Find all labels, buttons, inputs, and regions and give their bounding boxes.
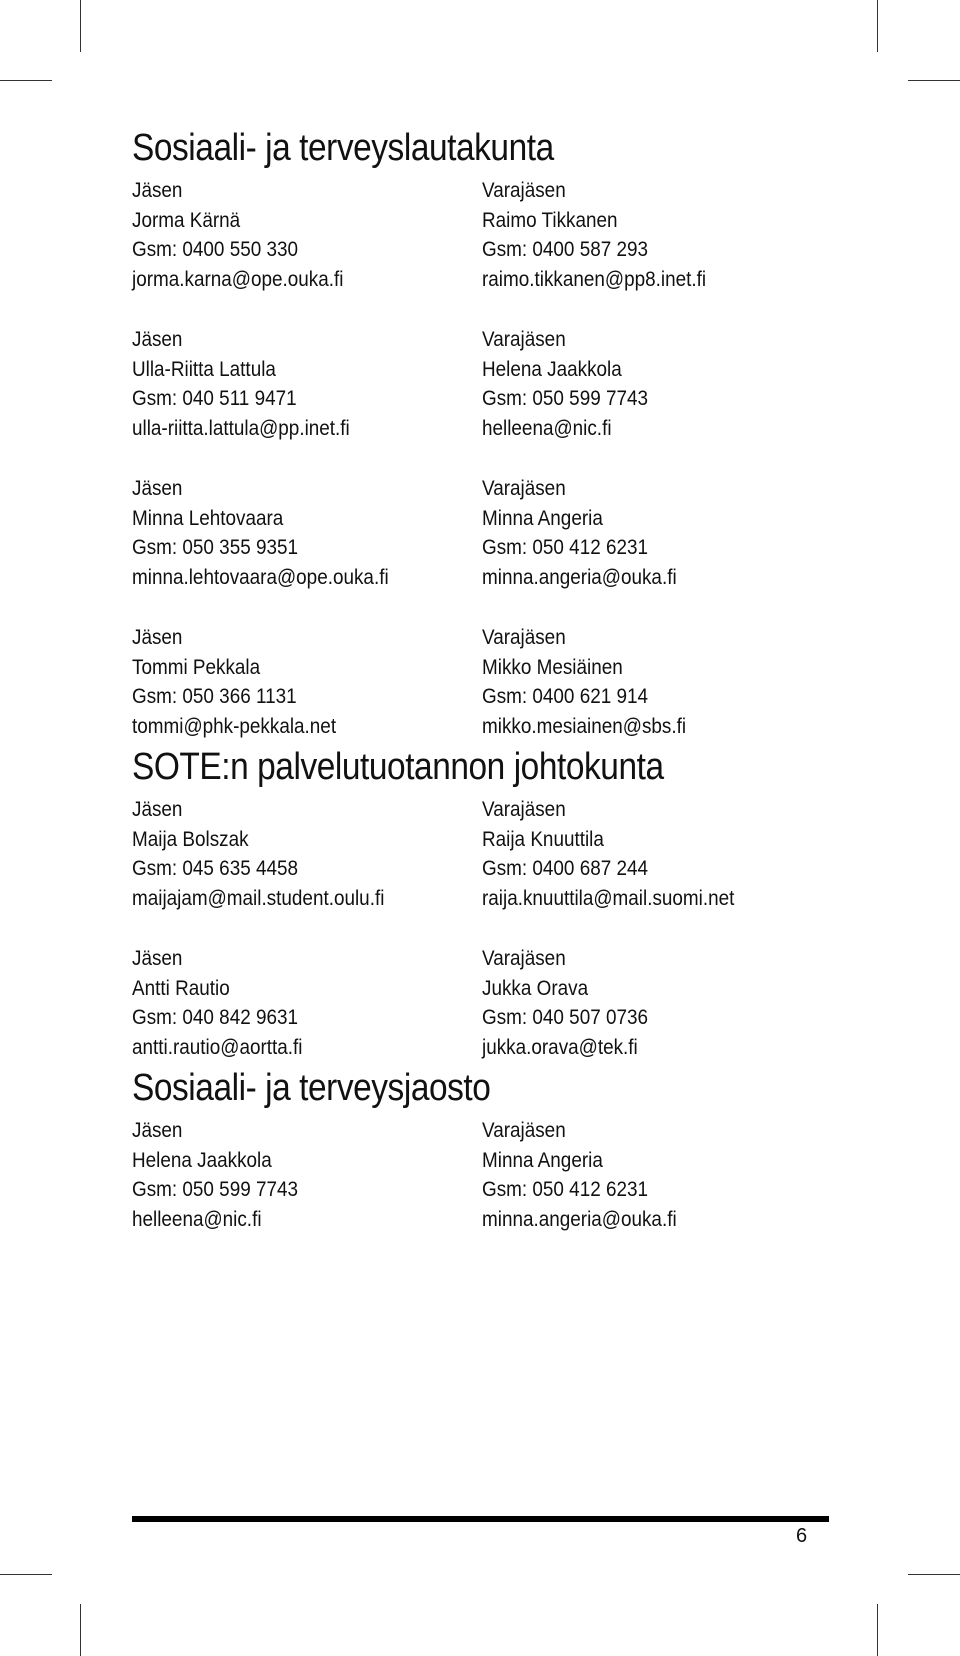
member-email[interactable]: tommi@phk-pekkala.net <box>132 714 337 738</box>
member-pair <box>132 325 832 443</box>
member-role: Jäsen <box>132 798 183 821</box>
section-heading: SOTE:n palvelutuotannon johtokunta <box>132 746 664 788</box>
member-column <box>132 1116 482 1234</box>
deputy-email[interactable]: raija.knuuttila@mail.suomi.net <box>482 886 735 910</box>
member-email[interactable]: minna.lehtovaara@ope.ouka.fi <box>132 565 389 589</box>
page-number: 6 <box>796 1525 808 1547</box>
deputy-email[interactable]: jukka.orava@tek.fi <box>482 1035 638 1059</box>
crop-mark <box>80 0 81 52</box>
member-role: Jäsen <box>132 179 183 202</box>
deputy-column <box>482 944 832 1062</box>
deputy-name: Mikko Mesiäinen <box>482 655 623 679</box>
member-email[interactable]: maijajam@mail.student.oulu.fi <box>132 886 385 910</box>
member-name: Minna Lehtovaara <box>132 506 284 530</box>
deputy-column <box>482 623 832 741</box>
member-name: Antti Rautio <box>132 976 230 1000</box>
crop-mark <box>908 80 960 81</box>
member-role: Jäsen <box>132 328 183 351</box>
deputy-column <box>482 1116 832 1234</box>
member-name: Maija Bolszak <box>132 827 249 851</box>
member-phone: Gsm: 050 366 1131 <box>132 685 297 708</box>
deputy-column <box>482 325 832 443</box>
member-name: Helena Jaakkola <box>132 1148 272 1172</box>
member-pair <box>132 474 832 592</box>
deputy-phone: Gsm: 0400 587 293 <box>482 238 649 261</box>
member-pair <box>132 176 832 294</box>
deputy-name: Jukka Orava <box>482 976 589 1000</box>
spacer <box>132 294 832 323</box>
deputy-role: Varajäsen <box>482 328 566 351</box>
member-column <box>132 944 482 1062</box>
deputy-role: Varajäsen <box>482 626 566 649</box>
member-pair <box>132 795 832 913</box>
deputy-name: Raija Knuuttila <box>482 827 604 851</box>
deputy-phone: Gsm: 050 412 6231 <box>482 536 649 559</box>
deputy-name: Raimo Tikkanen <box>482 208 618 232</box>
member-phone: Gsm: 050 599 7743 <box>132 1178 299 1201</box>
spacer <box>132 913 832 942</box>
member-column <box>132 474 482 592</box>
crop-mark <box>0 1574 52 1575</box>
member-pair <box>132 1116 832 1234</box>
deputy-phone: Gsm: 050 599 7743 <box>482 387 649 410</box>
member-role: Jäsen <box>132 626 183 649</box>
member-column <box>132 176 482 294</box>
member-phone: Gsm: 045 635 4458 <box>132 857 299 880</box>
section-heading: Sosiaali- ja terveysjaosto <box>132 1067 491 1109</box>
member-name: Tommi Pekkala <box>132 655 261 679</box>
deputy-email[interactable]: minna.angeria@ouka.fi <box>482 1207 677 1231</box>
deputy-email[interactable]: minna.angeria@ouka.fi <box>482 565 677 589</box>
crop-mark <box>908 1574 960 1575</box>
spacer <box>132 443 832 472</box>
section-heading: Sosiaali- ja terveyslautakunta <box>132 127 554 169</box>
crop-mark <box>877 0 878 52</box>
deputy-role: Varajäsen <box>482 798 566 821</box>
deputy-role: Varajäsen <box>482 1119 566 1142</box>
member-pair <box>132 944 832 1062</box>
deputy-email[interactable]: raimo.tikkanen@pp8.inet.fi <box>482 267 707 291</box>
deputy-name: Minna Angeria <box>482 506 603 530</box>
member-phone: Gsm: 050 355 9351 <box>132 536 299 559</box>
member-phone: Gsm: 040 842 9631 <box>132 1006 299 1029</box>
deputy-phone: Gsm: 0400 621 914 <box>482 685 649 708</box>
crop-mark <box>877 1604 878 1656</box>
crop-mark <box>0 80 52 81</box>
deputy-name: Helena Jaakkola <box>482 357 622 381</box>
deputy-role: Varajäsen <box>482 947 566 970</box>
member-name: Ulla-Riitta Lattula <box>132 357 276 381</box>
member-column <box>132 795 482 913</box>
footer-rule <box>132 1516 829 1522</box>
member-email[interactable]: ulla-riitta.lattula@pp.inet.fi <box>132 416 350 440</box>
deputy-phone: Gsm: 040 507 0736 <box>482 1006 649 1029</box>
member-column <box>132 325 482 443</box>
deputy-email[interactable]: mikko.mesiainen@sbs.fi <box>482 714 687 738</box>
deputy-role: Varajäsen <box>482 179 566 202</box>
member-pair <box>132 623 832 741</box>
deputy-column <box>482 474 832 592</box>
member-role: Jäsen <box>132 947 183 970</box>
member-phone: Gsm: 040 511 9471 <box>132 387 297 410</box>
member-role: Jäsen <box>132 477 183 500</box>
member-email[interactable]: antti.rautio@aortta.fi <box>132 1035 303 1059</box>
crop-mark <box>80 1604 81 1656</box>
member-role: Jäsen <box>132 1119 183 1142</box>
deputy-phone: Gsm: 050 412 6231 <box>482 1178 649 1201</box>
spacer <box>132 592 832 621</box>
member-name: Jorma Kärnä <box>132 208 241 232</box>
deputy-email[interactable]: helleena@nic.fi <box>482 416 612 440</box>
page-content <box>132 122 832 1234</box>
member-email[interactable]: jorma.karna@ope.ouka.fi <box>132 267 344 291</box>
member-phone: Gsm: 0400 550 330 <box>132 238 299 261</box>
member-email[interactable]: helleena@nic.fi <box>132 1207 262 1231</box>
deputy-name: Minna Angeria <box>482 1148 603 1172</box>
deputy-column <box>482 795 832 913</box>
deputy-role: Varajäsen <box>482 477 566 500</box>
deputy-column <box>482 176 832 294</box>
deputy-phone: Gsm: 0400 687 244 <box>482 857 649 880</box>
member-column <box>132 623 482 741</box>
